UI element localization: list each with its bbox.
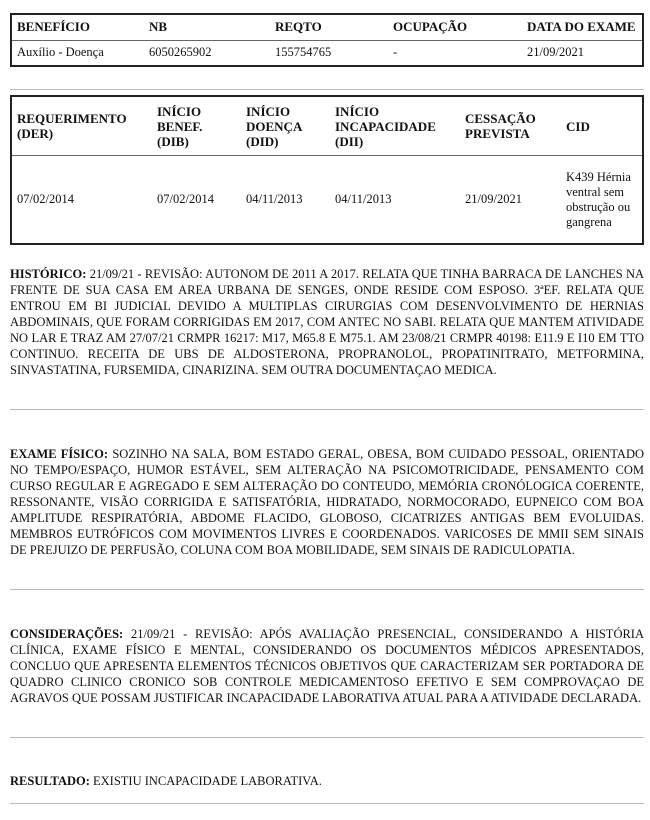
- divider: [10, 589, 644, 590]
- table-header-row: [11, 96, 643, 156]
- exame-fisico-text: SOZINHO NA SALA, BOM ESTADO GERAL, OBESA, BOM CUIDADO PESSOAL, ORIENTADO NO TEMPO/ESPAÇO, HUMOR ESTÁVEL, SEM ALTERAÇÃO NA PSICOMOTRICIDADE, PENSAMENTO COM CURSO REGULAR E AGREGADO E SEM ALTERAÇÃO DO CONTEUDO, MEMÓRIA CRONÓLOGICA COERENTE, RESSONANTE, VISÃO CORRIGIDA E SATISFATÓRIA, HIDRATADO, NORMOCORADO, EUPNEICO COM BOA AMPLITUDE RESPIRATÓRIA, ABDOME FLACIDO, GLOBOSO, CICATRIZES ANTIGAS BEM EVOLUIDAS. MEMBROS EUTRÓFICOS COM MOVIMENTOS LIVRES E COORDENADOS. VARICOSES DE MMII SEM SINAIS DE PREJUIZO DE PERFUSÃO, COLUNA COM BOA MOBILIDADE, SEM SINAIS DE RADICULOPATIA.: [10, 447, 644, 557]
- cell-der: 07/02/2014: [11, 156, 152, 245]
- cell-cessacao: 21/09/2021: [460, 156, 561, 245]
- resultado-label: RESULTADO:: [10, 774, 90, 788]
- divider: [10, 803, 644, 804]
- cell-dii: 04/11/2013: [330, 156, 460, 245]
- historico-label: HISTÓRICO:: [10, 267, 87, 281]
- exame-fisico-label: EXAME FÍSICO:: [10, 447, 109, 461]
- header-nb: NB: [149, 19, 168, 35]
- table-header-row: [11, 14, 643, 40]
- resultado-text: EXISTIU INCAPACIDADE LABORATIVA.: [93, 774, 322, 788]
- historico-section: [10, 266, 644, 378]
- table-row: [11, 40, 643, 66]
- divider: [10, 89, 644, 90]
- header-reqto: REQTO: [275, 19, 322, 35]
- cell-beneficio: Auxílio - Doença: [11, 40, 144, 66]
- consideracoes-text: 21/09/21 - REVISÃO: APÓS AVALIAÇÃO PRESENCIAL, CONSIDERANDO A HISTÓRIA CLÍNICA, EXAME FÍSICO E MENTAL, CONSIDERANDO OS DOCUMENTOS MÉDICOS APRESENTADOS, CONCLUO QUE APRESENTA ELEMENTOS TÉCNICOS OBJETIVOS QUE CARACTERIZAM SER PORTADORA DE QUADRO CLINICO CRONICO SOB CONTROLE MEDICAMENTOSO EFETIVO E SEM COMPROVAÇAO DE AGRAVOS QUE POSSAM JUSTIFICAR INCAPACIDADE LABORATIVA ATUAL PARA A ATIVIDADE DECLARADA.: [10, 627, 644, 705]
- divider: [10, 409, 644, 410]
- divider: [10, 737, 644, 738]
- historico-text: 21/09/21 - REVISÃO: AUTONOM DE 2011 A 2017. RELATA QUE TINHA BARRACA DE LANCHES NA FRENTE DE SUA CASA EM AREA URBANA DE SENGES, ONDE RESIDE COM ESPOSO. 3ªEF. RELATA QUE ENTROU EM BI JUDICIAL DEVIDO A MULTIPLAS CIRURGIAS COM DESENVOLVIMENTO DE HERNIAS ABDOMINAIS, QUE FORAM CORRIGIDAS EM 2017, COM ANTEC NO SABI. RELATA QUE MANTEM ATIVIDADE NO LAR E TRAZ AM 27/07/21 CRMPR 16217: M17, M65.8 E M75.1. AM 23/08/21 CRMPR 40198: E11.9 E I10 EM TTO CONTINUO. RECEITA DE UBS DE ALDOSTERONA, PROPRANOLOL, PROPATINITRATO, METFORMINA, SINVASTATINA, FURSEMIDA, CINARIZINA. SEM OUTRA DOCUMENTAÇAO MEDICA.: [10, 267, 644, 377]
- dates-table: [10, 95, 644, 245]
- table-row: [11, 156, 643, 245]
- resultado-section: [10, 773, 644, 789]
- consideracoes-section: [10, 626, 644, 706]
- cell-dib: 07/02/2014: [152, 156, 241, 245]
- consideracoes-label: CONSIDERAÇÕES:: [10, 627, 124, 641]
- cell-ocupacao: -: [388, 40, 522, 66]
- header-cessacao: CESSAÇÃO PREVISTA: [465, 111, 536, 141]
- header-ocupacao: OCUPAÇÃO: [393, 19, 468, 35]
- header-cid: CID: [566, 118, 590, 134]
- header-data-exame: DATA DO EXAME: [527, 19, 636, 35]
- benefit-summary-table: [10, 13, 644, 67]
- header-der: REQUERIMENTO (DER): [17, 111, 127, 141]
- header-dii: INÍCIO INCAPACIDADE (DII): [335, 103, 436, 149]
- cell-data-exame: 21/09/2021: [522, 40, 643, 66]
- header-did: INÍCIO DOENÇA (DID): [246, 103, 302, 149]
- header-dib: INÍCIO BENEF. (DIB): [157, 103, 203, 149]
- header-beneficio: BENEFÍCIO: [17, 19, 90, 35]
- cell-nb: 6050265902: [144, 40, 270, 66]
- cell-did: 04/11/2013: [241, 156, 330, 245]
- cell-cid: K439 Hérnia ventral sem obstrução ou gangrena: [561, 156, 643, 245]
- exame-fisico-section: [10, 446, 644, 558]
- cell-reqto: 155754765: [270, 40, 388, 66]
